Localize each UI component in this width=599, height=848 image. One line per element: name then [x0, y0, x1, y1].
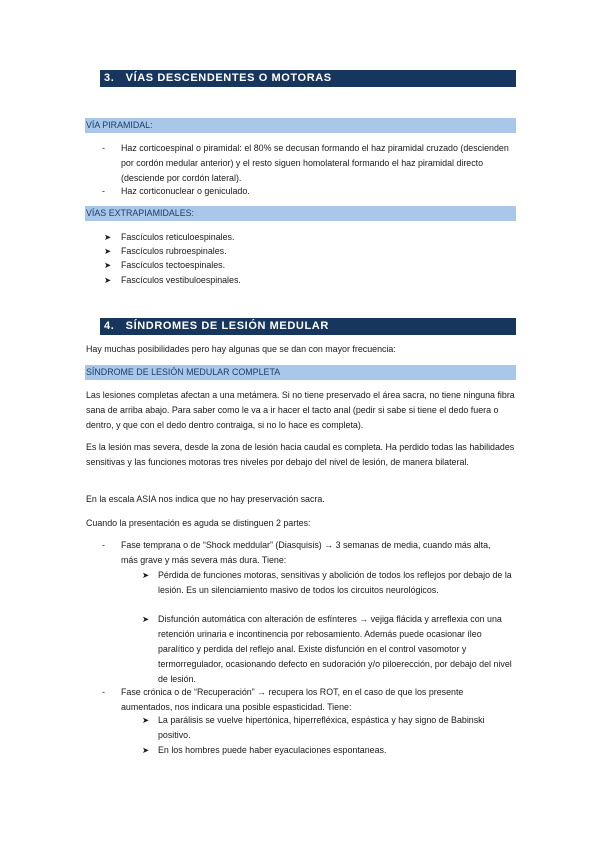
- section-4-heading: [100, 318, 516, 335]
- phase-early-sub-2: Disfunción automática con alteración de esfínteres → vejiga flácida y arreflexia con una retención urinaria e incontinencia por rebosamiento. Además puede ocasionar íleo paralítico y perdida del reflejo anal. Existe disfunción en el control vasomotor y termorregulador, ocasionando defecto en sudoración y/o piloerección, por debajo del nivel de lesión.: [158, 614, 512, 684]
- section-3-title: VÍAS DESCENDENTES O MOTORAS: [125, 72, 332, 84]
- extrapiramidal-item-3: Fascículos tectoespinales.: [121, 260, 226, 270]
- dash-bullet: -: [102, 186, 105, 196]
- extrapiramidal-item-4: Fascículos vestibuloespinales.: [121, 275, 241, 285]
- section-4-intro: Hay muchas posibilidades pero hay algunas que se dan con mayor frecuencia:: [86, 344, 396, 354]
- dash-bullet: -: [102, 687, 105, 697]
- phase-chronic: Fase crónica o de “Recuperación” → recupera los ROT, en el caso de que los presente aumentados, nos indicara una posible espasticidad. Tiene:: [121, 687, 464, 712]
- section-4-title: SÍNDROMES DE LESIÓN MEDULAR: [125, 320, 329, 332]
- arrow-bullet-icon: ➤: [104, 232, 112, 242]
- phase-chronic-sub-1: La parálisis se vuelve hipertónica, hiperrefléxica, espástica y hay signo de Babinski positivo.: [158, 715, 485, 740]
- piramidal-item-2: Haz corticonuclear o geniculado.: [121, 186, 250, 196]
- section-3-number: 3.: [104, 72, 115, 84]
- via-piramidal-heading: VÍA PIRAMIDAL:: [85, 118, 516, 133]
- arrow-bullet-icon: ➤: [104, 260, 112, 270]
- vias-extrapiramidales-heading: VÍAS EXTRAPIAMIDALES:: [85, 206, 516, 221]
- phase-early-sub-1: Pérdida de funciones motoras, sensitivas y abolición de todos los reflejos por debajo de la lesión. Es un silenciamiento masivo de todos los circuitos neurológicos.: [158, 570, 512, 595]
- lesion-completa-heading: SÍNDROME DE LESIÓN MEDULAR COMPLETA: [85, 365, 516, 380]
- arrow-bullet-icon: ➤: [142, 745, 150, 755]
- paragraph-3: En la escala ASIA nos indica que no hay preservación sacra.: [86, 494, 325, 504]
- dash-bullet: -: [102, 540, 105, 550]
- section-3-heading: [100, 70, 516, 87]
- arrow-bullet-icon: ➤: [104, 275, 112, 285]
- arrow-bullet-icon: ➤: [104, 246, 112, 256]
- paragraph-4: Cuando la presentación es aguda se distinguen 2 partes:: [86, 518, 311, 528]
- phase-chronic-sub-2: En los hombres puede haber eyaculaciones espontaneas.: [158, 745, 387, 755]
- paragraph-1: Las lesiones completas afectan a una metámera. Si no tiene preservado el área sacra, no tiene ninguna fibra sana de arriba abajo. Para saber como le va a ir hacer el tacto anal (pedir si sabe si tiene el dedo fuera o dentro, y que con el dedo dentro contraiga, si no lo hace es completa).: [86, 390, 515, 430]
- phase-early: Fase temprana o de “Shock meddular” (Diasquisis) → 3 semanas de media, cuando más alta, más grave y más severa más dura. Tiene:: [121, 540, 491, 565]
- extrapiramidal-item-1: Fascículos reticuloespinales.: [121, 232, 235, 242]
- arrow-bullet-icon: ➤: [142, 570, 150, 580]
- arrow-bullet-icon: ➤: [142, 614, 150, 624]
- paragraph-2: Es la lesión mas severa, desde la zona de lesión hacia caudal es completa. Ha perdido todas las habilidades sensitivas y las funciones motoras tres niveles por debajo del nivel de lesión, de manera bilateral.: [86, 442, 515, 467]
- arrow-bullet-icon: ➤: [142, 715, 150, 725]
- piramidal-item-1: Haz corticoespinal o piramidal: el 80% se decusan formando el haz piramidal cruzado (descienden por cordón medular anterior) y el resto siguen homolateral formando el haz piramidal directo (desciende por cordón lateral).: [121, 143, 509, 183]
- dash-bullet: -: [102, 143, 105, 153]
- extrapiramidal-item-2: Fascículos rubroespinales.: [121, 246, 227, 256]
- section-4-number: 4.: [104, 320, 115, 332]
